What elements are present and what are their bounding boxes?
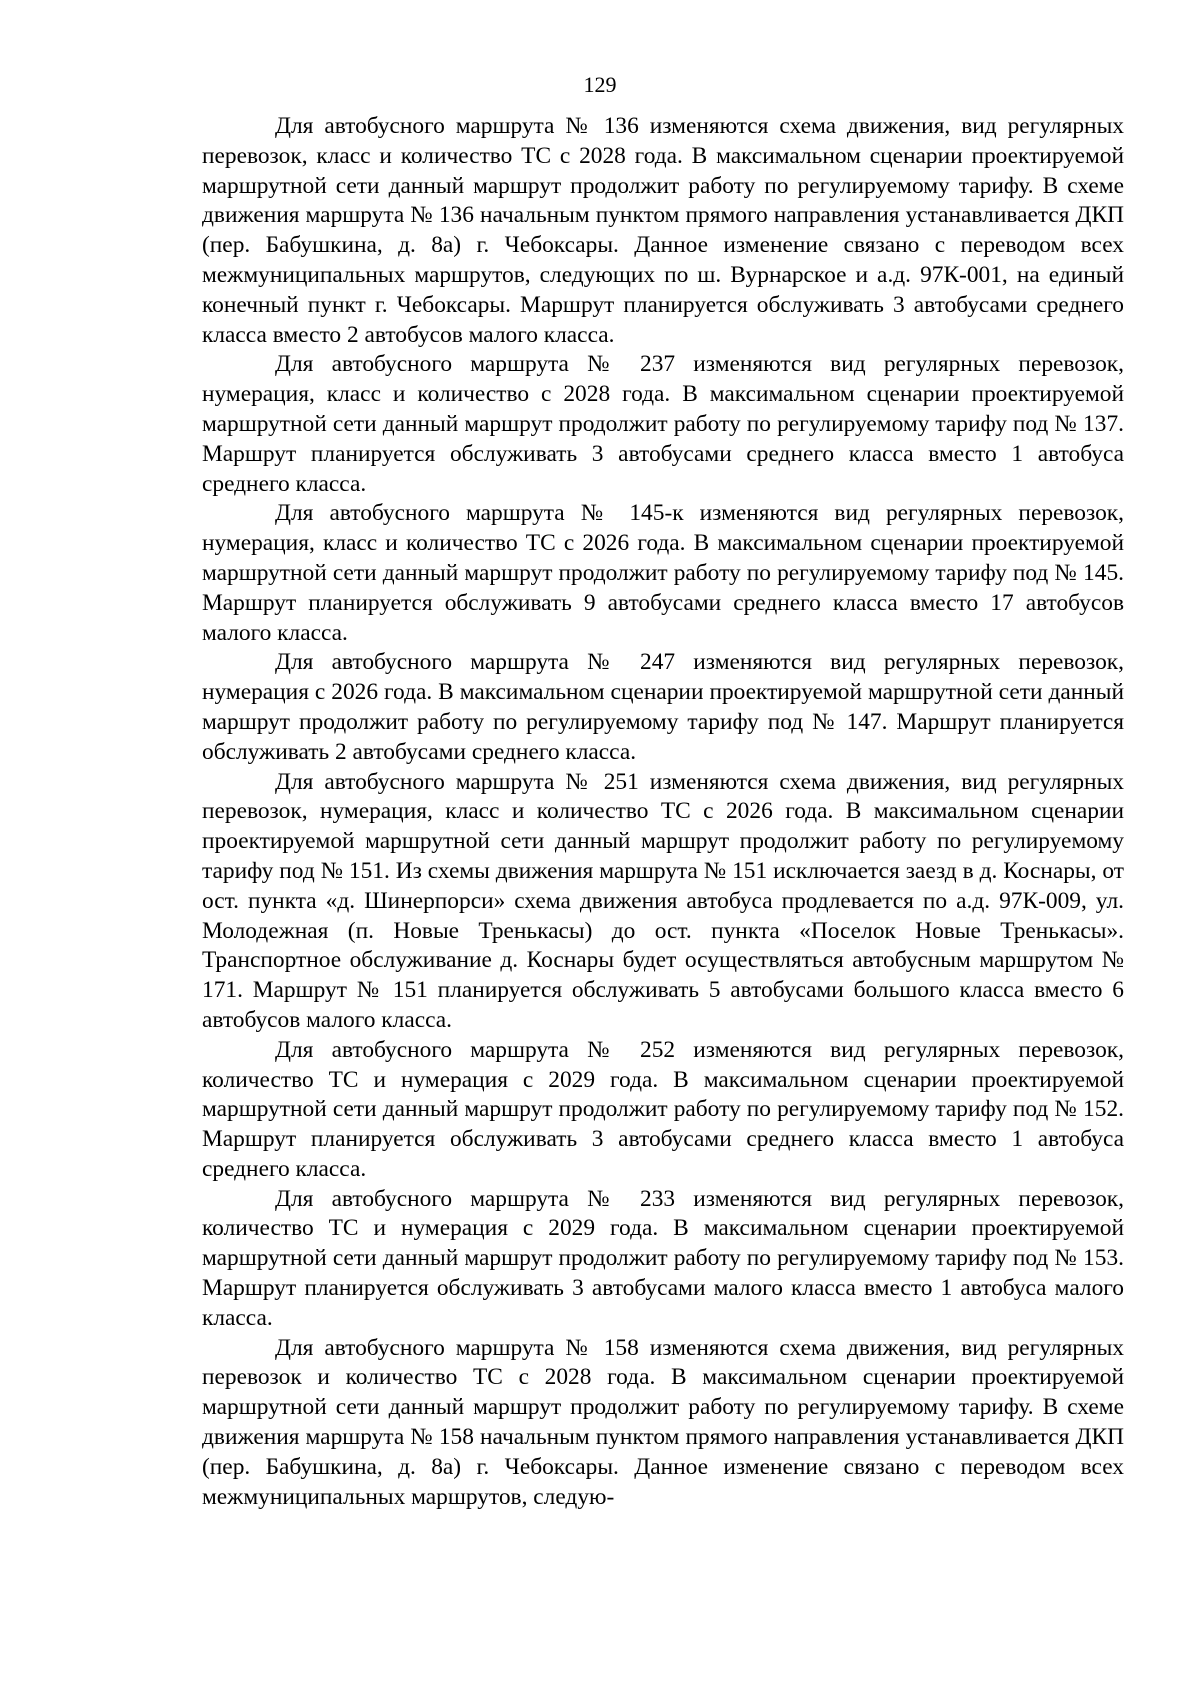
page-number: 129 — [583, 72, 617, 97]
body-text — [202, 112, 1124, 1512]
paragraph-route-237: Для автобусного маршрута № 237 изменяются вид регулярных перевозок, нумерация, класс и количество с 2028 года. В максимальном сценарии проектируемой маршрутной сети данный маршрут продолжит работу по регулируемому тарифу под № 137. Маршрут планируется обслуживать 3 автобусами среднего класса вместо 1 автобуса среднего класса. — [202, 351, 1124, 497]
paragraph-route-145k: Для автобусного маршрута № 145-к изменяются вид регулярных перевозок, нумерация, класс и количество ТС с 2026 года. В максимальном сценарии проектируемой маршрутной сети данный маршрут продолжит работу по регулируемому тарифу под № 145. Маршрут планируется обслуживать 9 автобусами среднего класса вместо 17 автобусов малого класса. — [202, 500, 1124, 646]
paragraph-route-251: Для автобусного маршрута № 251 изменяются схема движения, вид регулярных перевозок, нумерация, класс и количество ТС с 2026 года. В максимальном сценарии проектируемой маршрутной сети данный маршрут продолжит работу по регулируемому тарифу под № 151. Из схемы движения маршрута № 151 исключается заезд в д. Коснары, от ост. пункта «д. Шинерпорси» схема движения автобуса продлевается по а.д. 97К-009, ул. Молодежная (п. Новые Тренькасы) до ост. пункта «Поселок Новые Тренькасы». Транспортное обслуживание д. Коснары будет осуществляться автобусным маршрутом № 171. Маршрут № 151 планируется обслуживать 5 автобусами большого класса вместо 6 автобусов малого класса. — [202, 768, 1124, 1033]
paragraph-route-136: Для автобусного маршрута № 136 изменяются схема движения, вид регулярных перевозок, класс и количество ТС с 2028 года. В максимальном сценарии проектируемой маршрутной сети данный маршрут продолжит работу по регулируемому тарифу. В схеме движения маршрута № 136 начальным пунктом прямого направления устанавливается ДКП (пер. Бабушкина, д. 8а) г. Чебоксары. Данное изменение связано с переводом всех межмуниципальных маршрутов, следующих по ш. Вурнарское и а.д. 97К-001, на единый конечный пункт г. Чебоксары. Маршрут планируется обслуживать 3 автобусами среднего класса вместо 2 автобусов малого класса. — [202, 113, 1124, 348]
paragraph-route-252: Для автобусного маршрута № 252 изменяются вид регулярных перевозок, количество ТС и нумерация с 2029 года. В максимальном сценарии проектируемой маршрутной сети данный маршрут продолжит работу по регулируемому тарифу под № 152. Маршрут планируется обслуживать 3 автобусами среднего класса вместо 1 автобуса среднего класса. — [202, 1036, 1124, 1182]
paragraph-route-247: Для автобусного маршрута № 247 изменяются вид регулярных перевозок, нумерация с 2026 года. В максимальном сценарии проектируемой маршрутной сети данный маршрут продолжит работу по регулируемому тарифу под № 147. Маршрут планируется обслуживать 2 автобусами среднего класса. — [202, 649, 1124, 765]
paragraph-route-233: Для автобусного маршрута № 233 изменяются вид регулярных перевозок, количество ТС и нумерация с 2029 года. В максимальном сценарии проектируемой маршрутной сети данный маршрут продолжит работу по регулируемому тарифу под № 153. Маршрут планируется обслуживать 3 автобусами малого класса вместо 1 автобуса малого класса. — [202, 1185, 1124, 1331]
paragraph-route-158: Для автобусного маршрута № 158 изменяются схема движения, вид регулярных перевозок и количество ТС с 2028 года. В максимальном сценарии проектируемой маршрутной сети данный маршрут продолжит работу по регулируемому тарифу. В схеме движения маршрута № 158 начальным пунктом прямого направления устанавливается ДКП (пер. Бабушкина, д. 8а) г. Чебоксары. Данное изменение связано с переводом всех межмуниципальных маршрутов, следую- — [202, 1334, 1124, 1510]
